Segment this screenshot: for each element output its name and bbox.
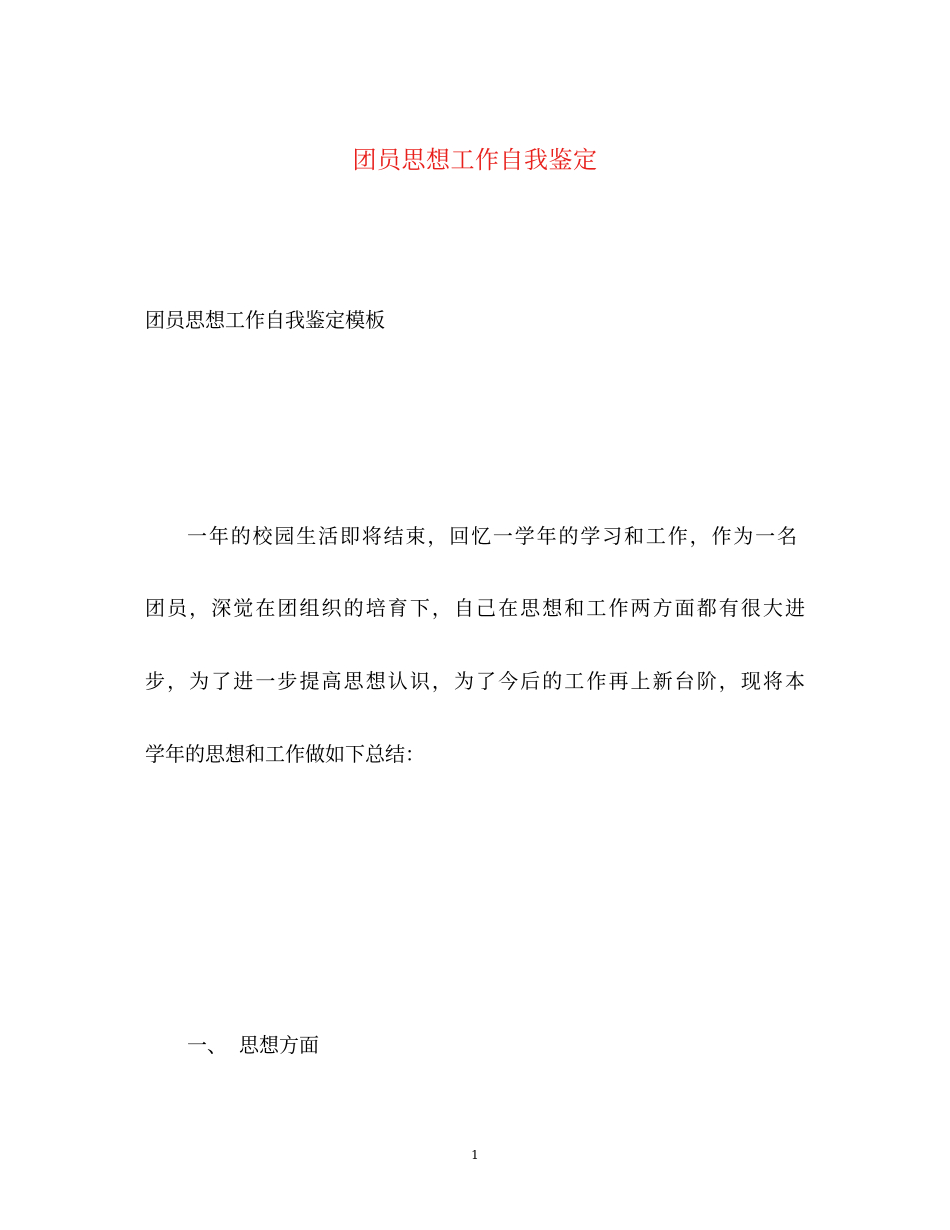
paragraph-line: 一年的校园生活即将结束，回忆一学年的学习和工作，作为一名 <box>187 524 797 548</box>
section-heading <box>187 1031 319 1059</box>
section-heading-text: 思想方面 <box>239 1033 319 1057</box>
page-number: 1 <box>471 1148 479 1162</box>
document-title: 团员思想工作自我鉴定 <box>352 146 598 174</box>
section-number: 一、 <box>187 1033 227 1057</box>
paragraph-line: 学年的思想和工作做如下总结： <box>145 742 425 766</box>
paragraph-line: 团员，深觉在团组织的培育下，自己在思想和工作两方面都有很大进 <box>145 596 805 620</box>
document-subtitle: 团员思想工作自我鉴定模板 <box>145 308 385 332</box>
paragraph-line: 步，为了进一步提高思想认识，为了今后的工作再上新台阶，现将本 <box>145 669 805 693</box>
